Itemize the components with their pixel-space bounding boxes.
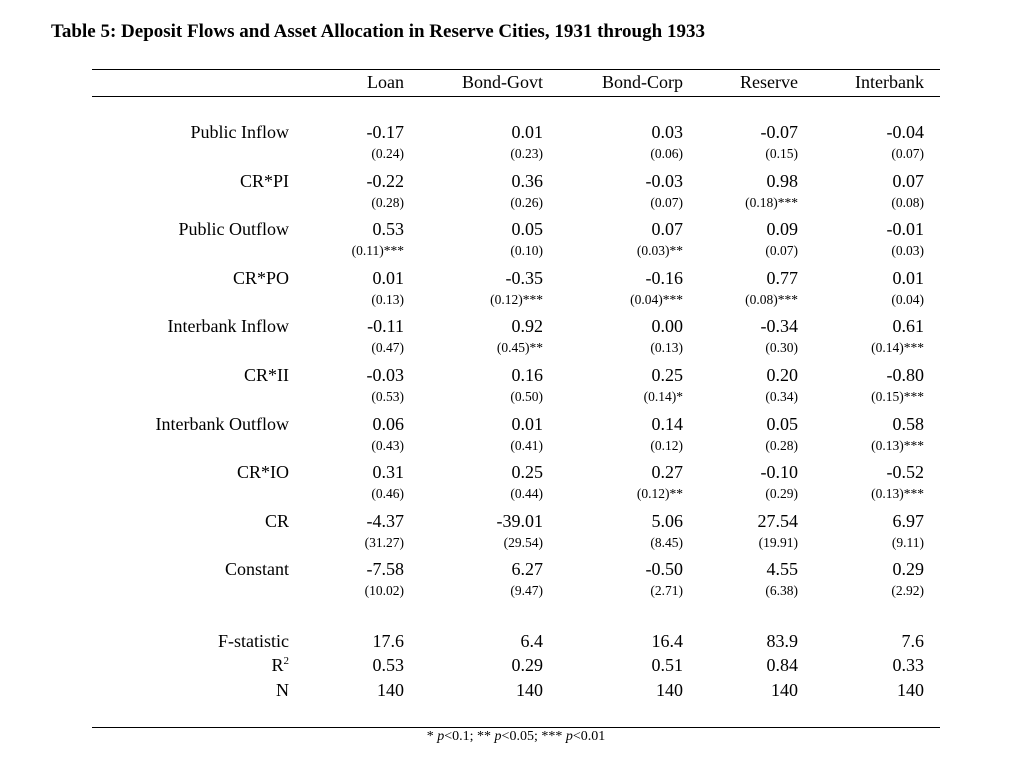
coefficient-cell: 0.03 <box>651 122 683 142</box>
std-error-cell: (2.92) <box>891 583 924 598</box>
coefficient-cell: 0.25 <box>511 462 543 482</box>
top-rule <box>92 69 940 70</box>
stat-label-text: F-statistic <box>218 631 289 651</box>
coefficient-cell: -0.10 <box>760 462 798 482</box>
std-error-cell: (0.03) <box>891 243 924 258</box>
std-error-cell: (0.08) <box>891 195 924 210</box>
std-error-cell: (29.54) <box>503 535 543 550</box>
coefficient-cell: -0.01 <box>886 219 924 239</box>
stat-label <box>271 655 289 676</box>
stat-value-cell: 0.84 <box>766 655 798 675</box>
row-label: CR*PI <box>239 171 289 191</box>
coefficient-cell: 0.07 <box>892 171 924 191</box>
std-error-cell: (0.23) <box>510 146 543 161</box>
coefficient-cell: 0.07 <box>651 219 683 239</box>
std-error-cell: (0.24) <box>371 146 404 161</box>
std-error-cell: (0.13)*** <box>871 438 924 453</box>
header-rule <box>92 96 940 97</box>
std-error-cell: (0.12)*** <box>490 292 543 307</box>
std-error-cell: (0.14)*** <box>871 340 924 355</box>
std-error-cell: (0.13) <box>371 292 404 307</box>
std-error-cell: (9.47) <box>510 583 543 598</box>
coefficient-cell: 0.98 <box>766 171 798 191</box>
std-error-cell: (0.15)*** <box>871 389 924 404</box>
row-label: Public Outflow <box>178 219 289 239</box>
std-error-cell: (0.07) <box>891 146 924 161</box>
row-label: CR*II <box>244 365 289 385</box>
std-error-cell: (0.03)** <box>636 243 683 258</box>
stat-value-cell: 0.53 <box>372 655 404 675</box>
stat-value-cell: 0.33 <box>892 655 924 675</box>
coefficient-cell: -0.17 <box>366 122 404 142</box>
std-error-cell: (19.91) <box>758 535 798 550</box>
stat-label-superscript: 2 <box>283 655 289 667</box>
stat-value-cell: 7.6 <box>901 631 924 651</box>
coefficient-cell: 0.01 <box>511 414 543 434</box>
coefficient-cell: -0.04 <box>886 122 924 142</box>
std-error-cell: (0.07) <box>650 195 683 210</box>
coefficient-cell: 0.61 <box>892 316 924 336</box>
stat-value-cell: 140 <box>377 680 404 700</box>
row-label: Constant <box>224 559 289 579</box>
std-error-cell: (2.71) <box>650 583 683 598</box>
coefficient-cell: 27.54 <box>757 511 798 531</box>
footnote-star2: ** <box>477 729 492 744</box>
coefficient-cell: 0.92 <box>511 316 543 336</box>
std-error-cell: (0.08)*** <box>745 292 798 307</box>
footnote-p3: p <box>565 729 573 744</box>
stat-value-cell: 140 <box>516 680 543 700</box>
std-error-cell: (0.15) <box>765 146 798 161</box>
std-error-cell: (0.14)* <box>643 389 683 404</box>
footnote-p1: p <box>437 729 445 744</box>
stat-value-cell: 140 <box>771 680 798 700</box>
footnote-p2: p <box>494 729 502 744</box>
row-label: Public Inflow <box>190 122 289 142</box>
coefficient-cell: -0.22 <box>366 171 404 191</box>
coefficient-cell: 0.77 <box>766 268 798 288</box>
column-header-interbank: Interbank <box>855 72 924 92</box>
stat-value-cell: 17.6 <box>372 631 404 651</box>
std-error-cell: (0.12)** <box>636 486 683 501</box>
std-error-cell: (0.12) <box>650 438 683 453</box>
coefficient-cell: 0.53 <box>372 219 404 239</box>
coefficient-cell: 0.25 <box>651 365 683 385</box>
std-error-cell: (0.29) <box>765 486 798 501</box>
footnote-threshold1: <0.1; <box>444 729 474 744</box>
coefficient-cell: -0.03 <box>645 171 683 191</box>
std-error-cell: (0.04) <box>891 292 924 307</box>
stat-label-text: R <box>271 655 284 675</box>
std-error-cell: (0.13)*** <box>871 486 924 501</box>
coefficient-cell: 0.09 <box>766 219 798 239</box>
coefficient-cell: -4.37 <box>366 511 404 531</box>
std-error-cell: (0.06) <box>650 146 683 161</box>
coefficient-cell: -0.11 <box>367 316 404 336</box>
std-error-cell: (0.34) <box>765 389 798 404</box>
coefficient-cell: -0.16 <box>645 268 683 288</box>
coefficient-cell: 0.01 <box>372 268 404 288</box>
coefficient-cell: -0.50 <box>645 559 683 579</box>
coefficient-cell: 0.05 <box>766 414 798 434</box>
stat-value-cell: 0.51 <box>651 655 683 675</box>
stat-value-cell: 140 <box>656 680 683 700</box>
coefficient-cell: 0.36 <box>511 171 543 191</box>
stat-value-cell: 16.4 <box>651 631 683 651</box>
std-error-cell: (8.45) <box>650 535 683 550</box>
std-error-cell: (0.44) <box>510 486 543 501</box>
row-label: CR*IO <box>236 462 289 482</box>
coefficient-cell: -0.07 <box>760 122 798 142</box>
bottom-rule <box>92 727 940 728</box>
coefficient-cell: 0.01 <box>511 122 543 142</box>
footnote-threshold3: <0.01 <box>572 729 606 744</box>
std-error-cell: (0.46) <box>371 486 404 501</box>
coefficient-cell: -0.34 <box>760 316 798 336</box>
std-error-cell: (0.53) <box>371 389 404 404</box>
std-error-cell: (0.43) <box>371 438 404 453</box>
coefficient-cell: -0.80 <box>886 365 924 385</box>
std-error-cell: (0.50) <box>510 389 543 404</box>
table-title: Table 5: Deposit Flows and Asset Allocation in Reserve Cities, 1931 through 1933 <box>51 21 705 42</box>
coefficient-cell: 0.29 <box>892 559 924 579</box>
std-error-cell: (0.10) <box>510 243 543 258</box>
footnote-threshold2: <0.05; <box>501 729 538 744</box>
stat-value-cell: 6.4 <box>520 631 543 651</box>
std-error-cell: (0.45)** <box>496 340 543 355</box>
std-error-cell: (0.41) <box>510 438 543 453</box>
row-label: CR*PO <box>232 268 289 288</box>
stat-label <box>276 680 289 701</box>
row-label: Interbank Inflow <box>167 316 289 336</box>
coefficient-cell: 6.97 <box>892 511 924 531</box>
coefficient-cell: 0.27 <box>651 462 683 482</box>
std-error-cell: (0.28) <box>371 195 404 210</box>
row-label: Interbank Outflow <box>155 414 289 434</box>
coefficient-cell: 0.00 <box>651 316 683 336</box>
std-error-cell: (10.02) <box>364 583 404 598</box>
coefficient-cell: 6.27 <box>511 559 543 579</box>
coefficient-cell: -0.52 <box>886 462 924 482</box>
std-error-cell: (0.28) <box>765 438 798 453</box>
coefficient-cell: 0.16 <box>511 365 543 385</box>
coefficient-cell: 0.58 <box>892 414 924 434</box>
std-error-cell: (9.11) <box>891 535 924 550</box>
std-error-cell: (0.04)*** <box>630 292 683 307</box>
std-error-cell: (0.11)*** <box>351 243 404 258</box>
coefficient-cell: 0.31 <box>372 462 404 482</box>
coefficient-cell: 0.01 <box>892 268 924 288</box>
std-error-cell: (0.13) <box>650 340 683 355</box>
std-error-cell: (31.27) <box>364 535 404 550</box>
footnote-star1: * <box>426 729 434 744</box>
coefficient-cell: 0.06 <box>372 414 404 434</box>
coefficient-cell: -39.01 <box>496 511 543 531</box>
coefficient-cell: 4.55 <box>766 559 798 579</box>
coefficient-cell: 0.05 <box>511 219 543 239</box>
coefficient-cell: -0.03 <box>366 365 404 385</box>
column-header-loan: Loan <box>367 72 404 92</box>
std-error-cell: (0.26) <box>510 195 543 210</box>
footnote-star3: *** <box>541 729 563 744</box>
coefficient-cell: 0.20 <box>766 365 798 385</box>
coefficient-cell: -0.35 <box>505 268 543 288</box>
std-error-cell: (0.47) <box>371 340 404 355</box>
stat-value-cell: 83.9 <box>766 631 798 651</box>
stat-label-text: N <box>276 680 289 700</box>
coefficient-cell: 0.14 <box>651 414 683 434</box>
coefficient-cell: 5.06 <box>651 511 683 531</box>
coefficient-cell: -7.58 <box>366 559 404 579</box>
stat-value-cell: 140 <box>897 680 924 700</box>
std-error-cell: (0.07) <box>765 243 798 258</box>
std-error-cell: (0.18)*** <box>745 195 798 210</box>
stat-value-cell: 0.29 <box>511 655 543 675</box>
column-header-bond-corp: Bond-Corp <box>602 72 683 92</box>
column-header-reserve: Reserve <box>740 72 798 92</box>
row-label: CR <box>264 511 289 531</box>
significance-footnote <box>0 729 1024 745</box>
column-header-bond-govt: Bond-Govt <box>462 72 543 92</box>
stat-label <box>218 631 289 652</box>
std-error-cell: (6.38) <box>765 583 798 598</box>
std-error-cell: (0.30) <box>765 340 798 355</box>
